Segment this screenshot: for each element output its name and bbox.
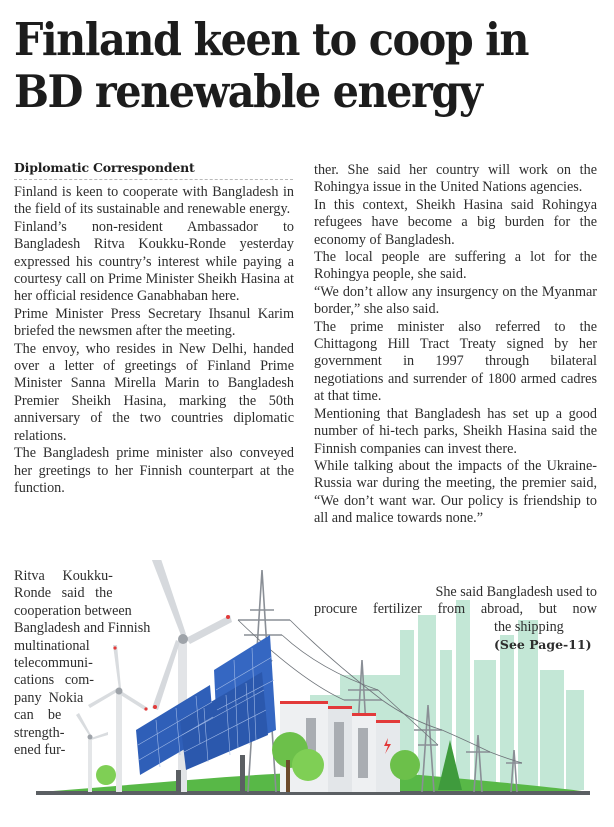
byline: Diplomatic Correspondent bbox=[14, 160, 293, 180]
paragraph: The Bangladesh prime minister also conveyed her greetings to her Finnish counterpart at the function. bbox=[14, 445, 294, 496]
paragraph: Finland is keen to cooperate with Bangladesh in the field of its sustainable and renewable energy. bbox=[14, 184, 294, 218]
headline-line-2: BD renewable energy bbox=[14, 65, 482, 118]
solar-panels bbox=[136, 635, 276, 792]
paragraph: ther. She said her country will work on the Rohingya issue in the United Nations agencies. bbox=[314, 162, 597, 196]
wrapped-line: Ritva Koukku- bbox=[14, 568, 113, 584]
wrapped-line: pany Nokia bbox=[14, 689, 84, 706]
wrapped-line: Bangladesh and Finnish bbox=[14, 620, 151, 637]
tail-line: procure fertilizer from abroad, but now bbox=[314, 601, 597, 618]
article-column-left bbox=[14, 184, 294, 497]
paragraph: Mentioning that Bangladesh has set up a good number of hi-tech parks, Sheikh Hasina said the Finnish companies can invest there. bbox=[314, 405, 597, 457]
wrapped-line: cooperation between bbox=[14, 602, 132, 619]
article-tail bbox=[314, 584, 597, 654]
wrapped-line: Ronde said the bbox=[14, 585, 113, 602]
paragraph: The prime minister also referred to the Chittagong Hill Tract Treaty signed by her government in 1997 through bilateral negotiations and surrender of 1800 armed cadres at that time. bbox=[314, 318, 597, 405]
paragraph: The envoy, who resides in New Delhi, handed over a letter of greetings of Finland Prime Minister Sanna Mirella Marin to Bangladesh Premier Sheikh Hasina, marking the 50th anniversary of the two countries diplomatic relations. bbox=[14, 340, 294, 444]
wrapped-line: cations com- bbox=[14, 672, 94, 689]
article-column-right bbox=[314, 162, 597, 528]
paragraph: Prime Minister Press Secretary Ihsanul Karim briefed the newsmen after the meeting. bbox=[14, 305, 294, 340]
headline bbox=[14, 14, 557, 118]
paragraph: The local people are suffering a lot for the Rohingya people, she said. bbox=[314, 249, 597, 283]
wrapped-line: multinational bbox=[14, 637, 90, 654]
paragraph: “We don’t allow any insurgency on the Myanmar border,” she also said. bbox=[314, 283, 597, 318]
paragraph: Finland’s non-resident Ambassador to Bangladesh Ritva Koukku-Ronde yesterday expressed his country’s interest while paying a courtesy call on Prime Minister Sheikh Hasina at her official residence Ganabhaban here. bbox=[14, 218, 294, 305]
wrapped-line: strength- bbox=[14, 724, 65, 741]
paragraph: In this context, Sheikh Hasina said Rohingya refugees have become a big burden for the economy of Bangladesh. bbox=[314, 196, 597, 248]
wrapped-paragraph bbox=[14, 568, 150, 759]
tail-line: the shipping bbox=[494, 618, 564, 635]
wrapped-line: ened fur- bbox=[14, 742, 66, 759]
paragraph: While talking about the impacts of the Ukraine-Russia war during the meeting, the premier said, “We don’t want war. Our policy is friendship to all and malice towards none.” bbox=[314, 457, 597, 527]
continuation-link[interactable]: (See Page-11) bbox=[494, 637, 592, 653]
tail-line: She said Bangladesh used to bbox=[435, 584, 597, 600]
headline-line-1: Finland keen to coop in bbox=[14, 13, 529, 66]
wrapped-line: can be bbox=[14, 707, 62, 724]
wrapped-line: telecommuni- bbox=[14, 655, 93, 672]
